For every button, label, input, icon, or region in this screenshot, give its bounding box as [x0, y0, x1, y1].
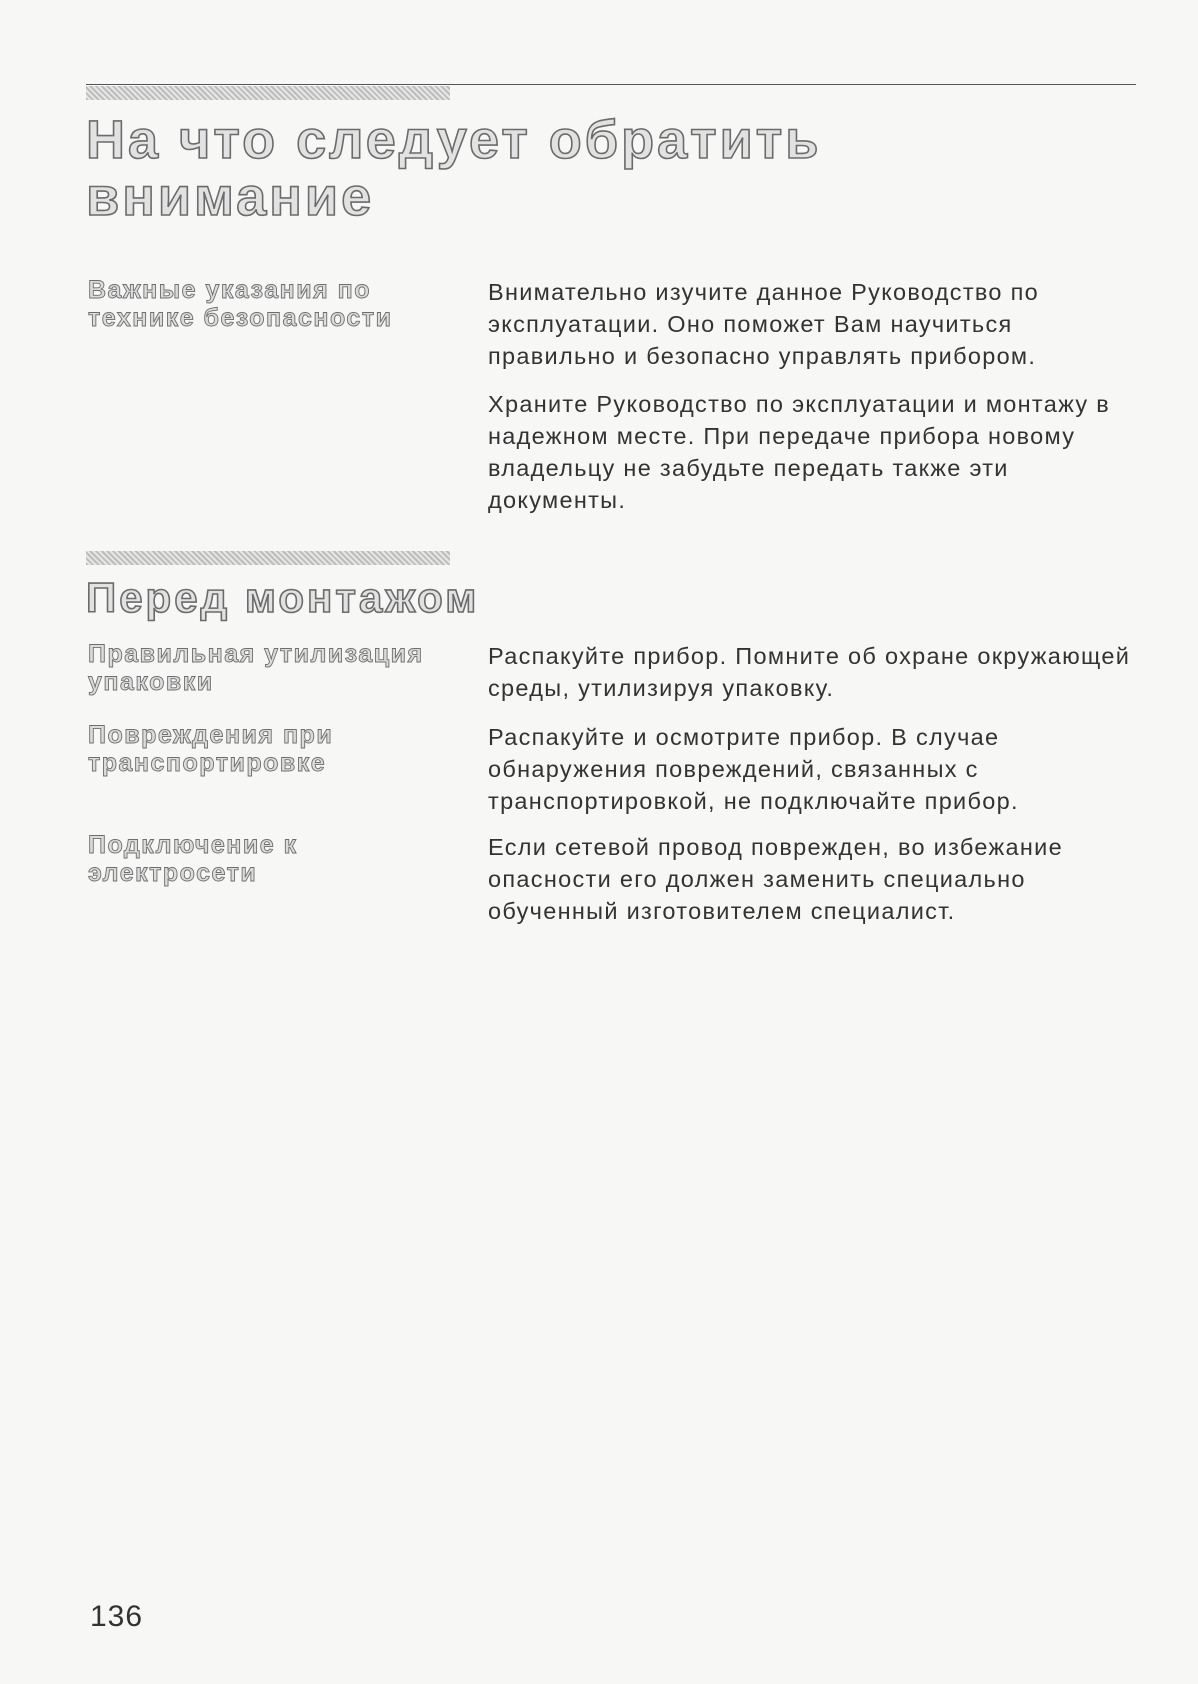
- item-body: [488, 831, 1148, 943]
- section-divider-bar: [86, 551, 450, 565]
- item-body: [488, 640, 1148, 720]
- item-heading: Подключение к электросети: [88, 831, 298, 887]
- section-title-attention: На что следует обратить внимание: [86, 110, 822, 227]
- item-paragraph: Храните Руководство по эксплуатации и монтажу в надежном месте. При передаче прибора новому владельцу не забудьте передать также эти документы.: [488, 391, 1111, 513]
- section-title-before-install: Перед монтажом: [86, 574, 480, 621]
- item-paragraph: Если сетевой провод поврежден, во избежание опасности его должен заменить специально обученный изготовителем специалист.: [488, 834, 1063, 924]
- section-divider-bar: [86, 86, 450, 100]
- top-rule: [86, 84, 1136, 85]
- item-heading: Важные указания по технике безопасности: [88, 276, 393, 332]
- item-body: [488, 721, 1148, 833]
- page-number: 136: [90, 1600, 144, 1633]
- item-paragraph: Внимательно изучите данное Руководство по эксплуатации. Оно поможет Вам научиться правильно и безопасно управлять прибором.: [488, 279, 1040, 369]
- item-body: [488, 276, 1148, 532]
- item-paragraph: Распакуйте прибор. Помните об охране окружающей среды, утилизируя упаковку.: [488, 643, 1131, 701]
- item-heading: Правильная утилизация упаковки: [88, 640, 424, 696]
- item-paragraph: Распакуйте и осмотрите прибор. В случае обнаружения повреждений, связанных с транспортировкой, не подключайте прибор.: [488, 724, 1019, 814]
- item-heading: Повреждения при транспортировке: [88, 721, 334, 777]
